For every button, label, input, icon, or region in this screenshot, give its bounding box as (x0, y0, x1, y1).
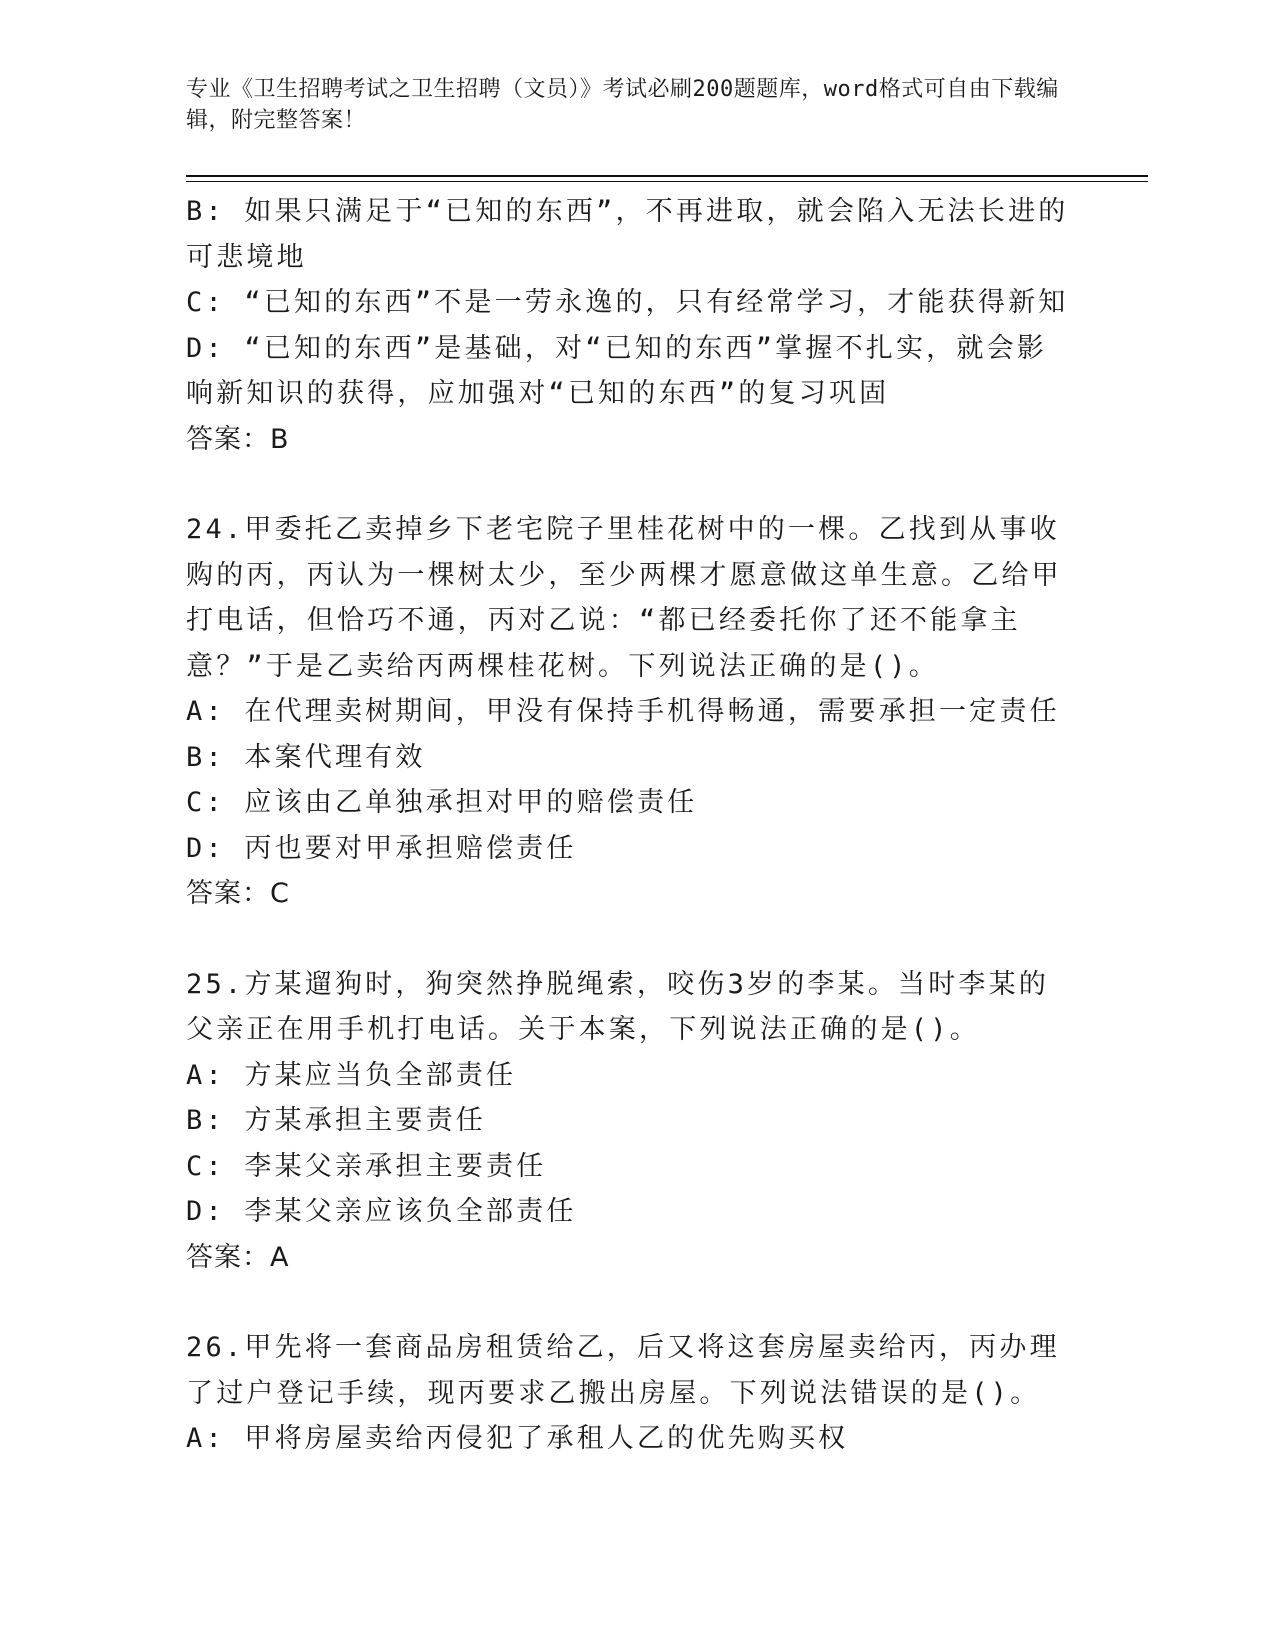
spacer (186, 917, 1076, 962)
option-a: A: 方某应当负全部责任 (186, 1059, 517, 1091)
option-d: D: “已知的东西”是基础，对“已知的东西”掌握不扎实，就会影响新知识的获得，应加强对“已知的东西”的复习巩固 (186, 332, 1047, 409)
option-a: A: 在代理卖树期间，甲没有保持手机得畅通，需要承担一定责任 (186, 696, 1060, 727)
answer-line: 答案：A (186, 1241, 290, 1273)
option-c: C: 李某父亲承担主要责任 (186, 1150, 547, 1182)
header-rule-thick (186, 175, 1148, 177)
option-b: B: 本案代理有效 (186, 741, 426, 773)
question-stem: 26.甲先将一套商品房租赁给乙，后又将这套房屋卖给丙，丙办理了过户登记手续，现丙要求乙搬出房屋。下列说法错误的是()。 (186, 1332, 1060, 1409)
option-c: C: 应该由乙单独承担对甲的赔偿责任 (186, 787, 698, 818)
option-b: B: 方某承担主要责任 (186, 1105, 486, 1136)
option-d: D: 丙也要对甲承担赔偿责任 (186, 832, 577, 864)
question-block-24 (186, 507, 1076, 917)
spacer (186, 462, 1076, 507)
answer-line: 答案：B (186, 423, 290, 455)
option-b: B: 如果只满足于“已知的东西”，不再进取，就会陷入无法长进的可悲境地 (186, 196, 1069, 273)
question-stem: 24.甲委托乙卖掉乡下老宅院子里桂花树中的一棵。乙找到从事收购的丙，丙认为一棵树太少，至少两棵才愿意做这单生意。乙给甲打电话，但恰巧不通，丙对乙说：“都已经委托你了还不能拿主意？”于是乙卖给丙两棵桂花树。下列说法正确的是()。 (186, 514, 1062, 682)
question-block-26 (186, 1325, 1076, 1462)
question-block-25 (186, 962, 1076, 1281)
document-header: 专业《卫生招聘考试之卫生招聘（文员）》考试必刷200题题库，word格式可自由下载编辑，附完整答案！ (186, 77, 1059, 133)
header-rule-thin (186, 181, 1148, 182)
answer-line: 答案：C (186, 878, 290, 909)
option-d: D: 李某父亲应该负全部责任 (186, 1196, 577, 1227)
option-a: A: 甲将房屋卖给丙侵犯了承租人乙的优先购买权 (186, 1423, 849, 1454)
question-stem: 25.方某遛狗时，狗突然挣脱绳索，咬伤3岁的李某。当时李某的父亲正在用手机打电话。关于本案，下列说法正确的是()。 (186, 968, 1050, 1045)
question-block-prev (186, 189, 1076, 462)
option-c: C: “已知的东西”不是一劳永逸的，只有经常学习，才能获得新知 (186, 287, 1069, 318)
spacer (186, 1280, 1076, 1325)
document-body (186, 189, 1076, 1462)
